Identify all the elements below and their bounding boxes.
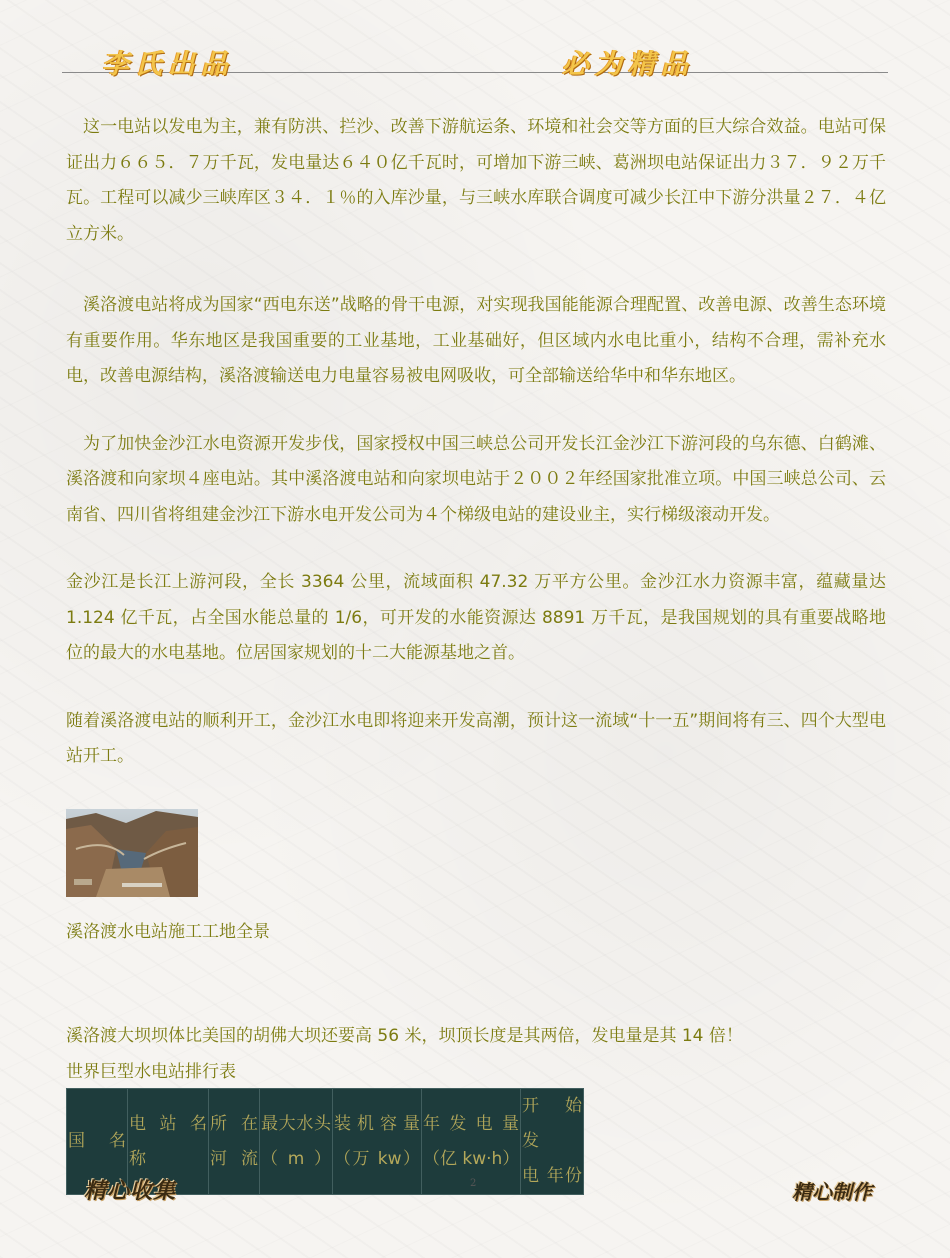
paragraph-benefits: 这一电站以发电为主，兼有防洪、拦沙、改善下游航运条、环境和社会交等方面的巨大综合效益。电站可保证出力６６５．７万千瓦，发电量达６４０亿千瓦时，可增加下游三峡、葛洲坝电站保证出力３７．９２万千瓦。工程可以减少三峡库区３４．１％的入库沙量，与三峡水库联合调度可减少长江中下游分洪量２７．４亿立方米。 (66, 117, 886, 244)
brand-right: 必为精品 (562, 49, 694, 80)
col-header-start-year: 开 始 发 电 年份 (521, 1089, 584, 1195)
col-header-max-head: 最大水头 （m） (260, 1089, 333, 1195)
table-title: 世界巨型水电站排行表 (66, 1062, 236, 1082)
paragraph-jinsha-river: 金沙江是长江上游河段，全长 3364 公里，流域面积 47.32 万平方公里。金沙江水力资源丰富，蕴藏量达 1.124 亿千瓦，占全国水能总量的 1/6，可开发的水能资源达 8891 万千瓦，是我国规划的具有重要战略地位的最大的水电基地。位居国家规划的十二大能源基地之首。 (66, 572, 886, 663)
construction-site-photo (66, 809, 198, 897)
col-header-installed-capacity: 装 机 容 量 （万 kw） (333, 1089, 422, 1195)
page-header (62, 36, 888, 80)
paragraph-west-east-power: 溪洛渡电站将成为国家“西电东送”战略的骨干电源，对实现我国能能源合理配置、改善电源、改善生态环境有重要作用。华东地区是我国重要的工业基地，工业基础好，但区域内水电比重小，结构不合理，需补充水电，改善电源结构，溪洛渡输送电力电量容易被电网吸收，可全部输送给华中和华东地区。 (66, 295, 886, 386)
paragraph-outlook: 随着溪洛渡电站的顺利开工，金沙江水电即将迎来开发高潮，预计这一流域“十一五”期间将有三、四个大型电站开工。 (66, 710, 886, 766)
col-header-station-name: 电 站 名 称 (128, 1089, 209, 1195)
article-body (66, 110, 886, 775)
col-header-country: 国 名 (67, 1089, 128, 1195)
col-header-annual-generation: 年 发 电 量 （亿 kw·h） (422, 1089, 521, 1195)
photo-caption: 溪洛渡水电站施工工地全景 (66, 922, 270, 942)
col-header-river: 所 在 河 流 (209, 1089, 260, 1195)
footer-right-logo: 精心制作 (792, 1180, 872, 1204)
paragraph-development: 为了加快金沙江水电资源开发步伐，国家授权中国三峡总公司开发长江金沙江下游河段的乌东德、白鹤滩、溪洛渡和向家坝４座电站。其中溪洛渡电站和向家坝电站于２００２年经国家批准立项。中国三峡总公司、云南省、四川省将组建金沙江下游水电开发公司为４个梯级电站的建设业主，实行梯级滚动开发。 (66, 433, 886, 525)
comparison-sentence: 溪洛渡大坝坝体比美国的胡佛大坝还要高 56 米，坝顶长度是其两倍，发电量是其 14 倍！ (66, 1026, 743, 1046)
footer-left-logo: 精心收集 (84, 1179, 177, 1204)
page-number: 2 (470, 1178, 477, 1189)
brand-left: 李氏出品 (102, 49, 234, 80)
